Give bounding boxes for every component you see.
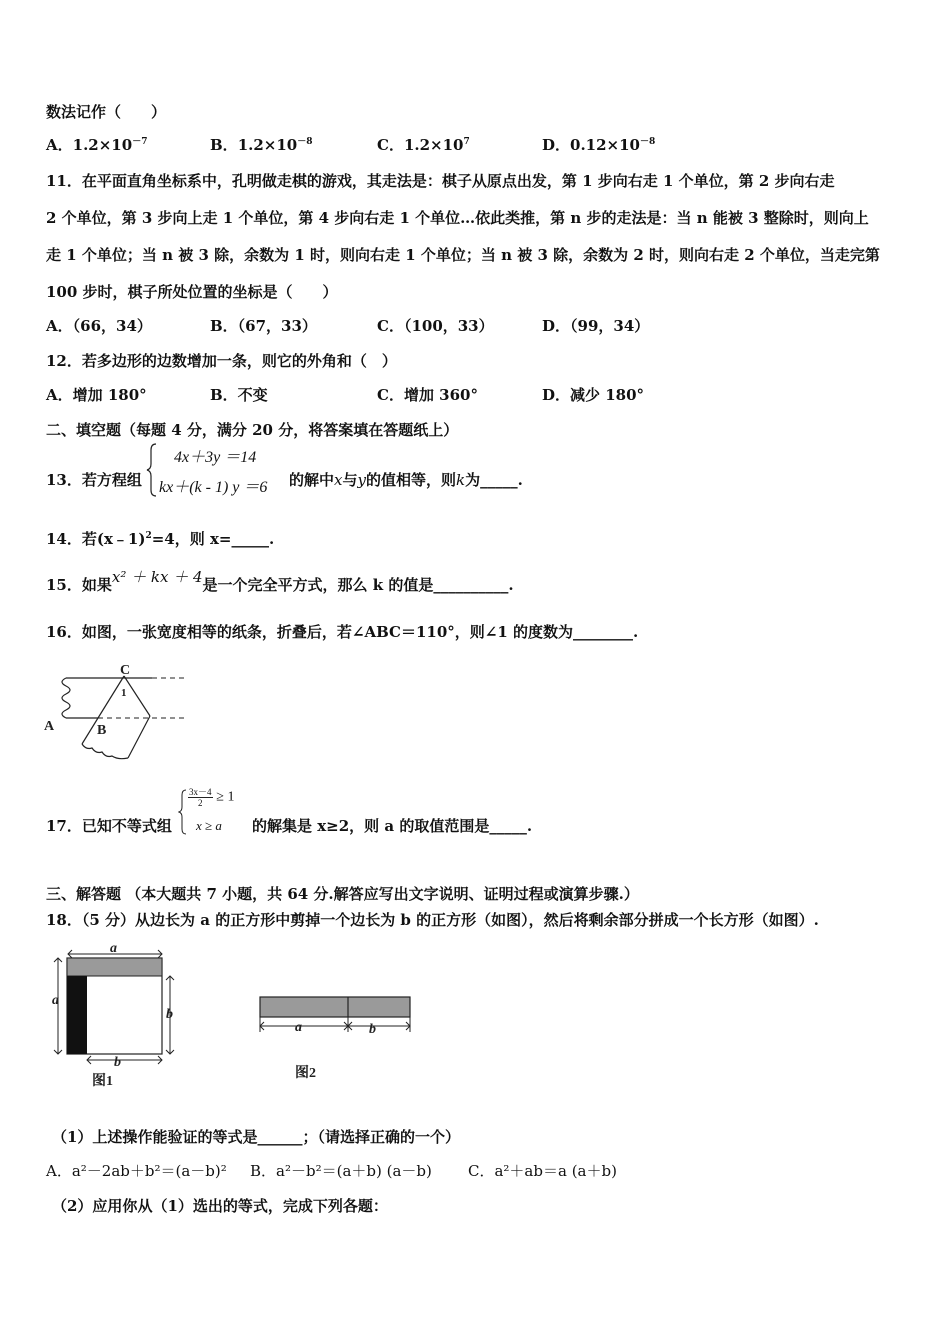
q14-prefix: 14．若(x﹣1) [46, 530, 146, 548]
section-3-heading: 三、解答题 （本大题共 7 小题，共 64 分.解答应写出文字说明、证明过程或演算步骤.） [46, 885, 639, 903]
option-exp: 7 [463, 137, 470, 147]
q17-prefix: 17．已知不等式组 [46, 817, 172, 835]
q11-line-2: 2 个单位，第 3 步向上走 1 个单位，第 4 步向右走 1 个单位…依此类推，第 n 步的走法是：当 n 能被 3 整除时，则向上 [46, 209, 869, 227]
option-base: 1.2×10 [403, 136, 464, 154]
q11-option-b: B．（67，33） [210, 317, 317, 335]
option-exp: －8 [640, 137, 656, 147]
q15-prefix: 15．如果 [46, 576, 112, 594]
q18-stem: 18．（5 分）从边长为 a 的正方形中剪掉一个边长为 b 的正方形（如图），然后将剩余部分拼成一个长方形（如图）. [46, 911, 819, 929]
q17-suffix: 的解集是 x≥2，则 a 的取值范围是_____. [252, 817, 533, 835]
option-base: 1.2×10 [237, 136, 298, 154]
q14 [46, 528, 274, 549]
q15-suffix: 是一个完全平方式，那么 k 的值是__________. [202, 576, 514, 594]
q11-line-3: 走 1 个单位；当 n 被 3 除，余数为 1 时，则向右走 1 个单位；当 n 被 3 除，余数为 2 时，则向右走 2 个单位，当走完第 [46, 246, 880, 264]
fig1-label-a-left: a [52, 993, 59, 1008]
q14-suffix: =4，则 x=_____. [151, 530, 275, 548]
q11-option-a: A．（66，34） [46, 317, 152, 335]
label-1: 1 [121, 687, 127, 699]
q15 [46, 568, 514, 595]
q17-relation: ≥ 1 [216, 789, 235, 805]
q13-brace [146, 442, 158, 498]
option-base: 1.2×10 [72, 136, 133, 154]
q12-option-b: B．不变 [210, 386, 268, 404]
q18-part-2: （2）应用你从（1）选出的等式，完成下列各题： [52, 1197, 388, 1215]
label-b: B [97, 723, 107, 738]
q12-stem: 12．若多边形的边数增加一条，则它的外角和（ ） [46, 352, 397, 370]
fig2-label-b: b [369, 1022, 376, 1037]
q18-option-a: A．a²－2ab＋b²＝(a－b)² [46, 1162, 227, 1180]
q13-text: 的值相等，则 [365, 471, 456, 489]
q17-numerator: 3x－4 [189, 787, 212, 797]
q10-option-a [46, 134, 147, 155]
q13-var-k: k [456, 471, 466, 489]
q13-text: 的解中 [289, 471, 335, 489]
option-letter: D． [542, 136, 571, 154]
q10-option-b [210, 134, 313, 155]
q11-option-c: C．（100，33） [377, 317, 494, 335]
label-c: C [120, 663, 131, 678]
q17-denominator: 2 [198, 798, 203, 808]
q13-equation-2: kx＋(k - 1) y ＝6 [159, 479, 268, 496]
q13-suffix-line [289, 469, 523, 490]
q10-option-c [377, 134, 470, 155]
fig2-caption: 图2 [295, 1066, 316, 1080]
q10-option-d [542, 134, 655, 155]
fig1-label-a-top: a [110, 941, 117, 956]
option-base: 0.12×10 [570, 136, 640, 154]
q13-prefix: 13．若方程组 [46, 471, 142, 489]
fig1-caption: 图1 [92, 1074, 113, 1089]
q13-text: 为_____. [465, 471, 523, 489]
q13-var-y: y [357, 471, 366, 489]
q13-text: 与 [342, 471, 358, 489]
q18-figure-2 [255, 990, 425, 1080]
q13-var-x: x [334, 471, 343, 489]
q11-option-d: D．（99，34） [542, 317, 650, 335]
q13-equation-1: 4x＋3y ＝14 [174, 449, 257, 466]
q17-inequality-2: x ≥ a [196, 818, 222, 833]
option-letter: C． [377, 136, 404, 154]
q12-option-a: A．增加 180° [46, 386, 147, 404]
option-letter: A． [46, 136, 73, 154]
q18-part-1: （1）上述操作能验证的等式是______；（请选择正确的一个） [52, 1128, 460, 1146]
q12-option-c: C．增加 360° [377, 386, 478, 404]
fig1-label-b-bottom: b [114, 1055, 121, 1070]
q18-figure-1 [44, 940, 194, 1090]
q11-line-4: 100 步时，棋子所处位置的坐标是（ ） [46, 283, 338, 301]
fig1-label-b-right: b [166, 1007, 173, 1022]
option-exp: －8 [297, 137, 313, 147]
q16-stem: 16．如图，一张宽度相等的纸条，折叠后，若∠ABC＝110°，则∠1 的度数为________. [46, 623, 639, 641]
q18-option-c: C．a²＋ab＝a (a＋b) [468, 1162, 617, 1180]
q14-exp: 2 [145, 531, 152, 541]
q18-option-b: B．a²－b²＝(a＋b) (a－b) [250, 1162, 432, 1180]
option-exp: －7 [132, 137, 148, 147]
q16-figure [40, 658, 190, 764]
label-a: A [44, 719, 55, 734]
q10-intro: 数法记作（ ） [46, 103, 167, 121]
option-letter: B． [210, 136, 238, 154]
section-2-heading: 二、填空题（每题 4 分，满分 20 分，将答案填在答题纸上） [46, 421, 459, 439]
q17-inequality-1 [188, 787, 234, 808]
q11-line-1: 11．在平面直角坐标系中，孔明做走棋的游戏，其走法是：棋子从原点出发，第 1 步向右走 1 个单位，第 2 步向右走 [46, 172, 835, 190]
q17-brace [178, 788, 188, 836]
q12-option-d: D．减少 180° [542, 386, 645, 404]
fig2-label-a: a [295, 1020, 302, 1035]
q15-expression: x² ＋ kx ＋ 4 [111, 568, 203, 586]
